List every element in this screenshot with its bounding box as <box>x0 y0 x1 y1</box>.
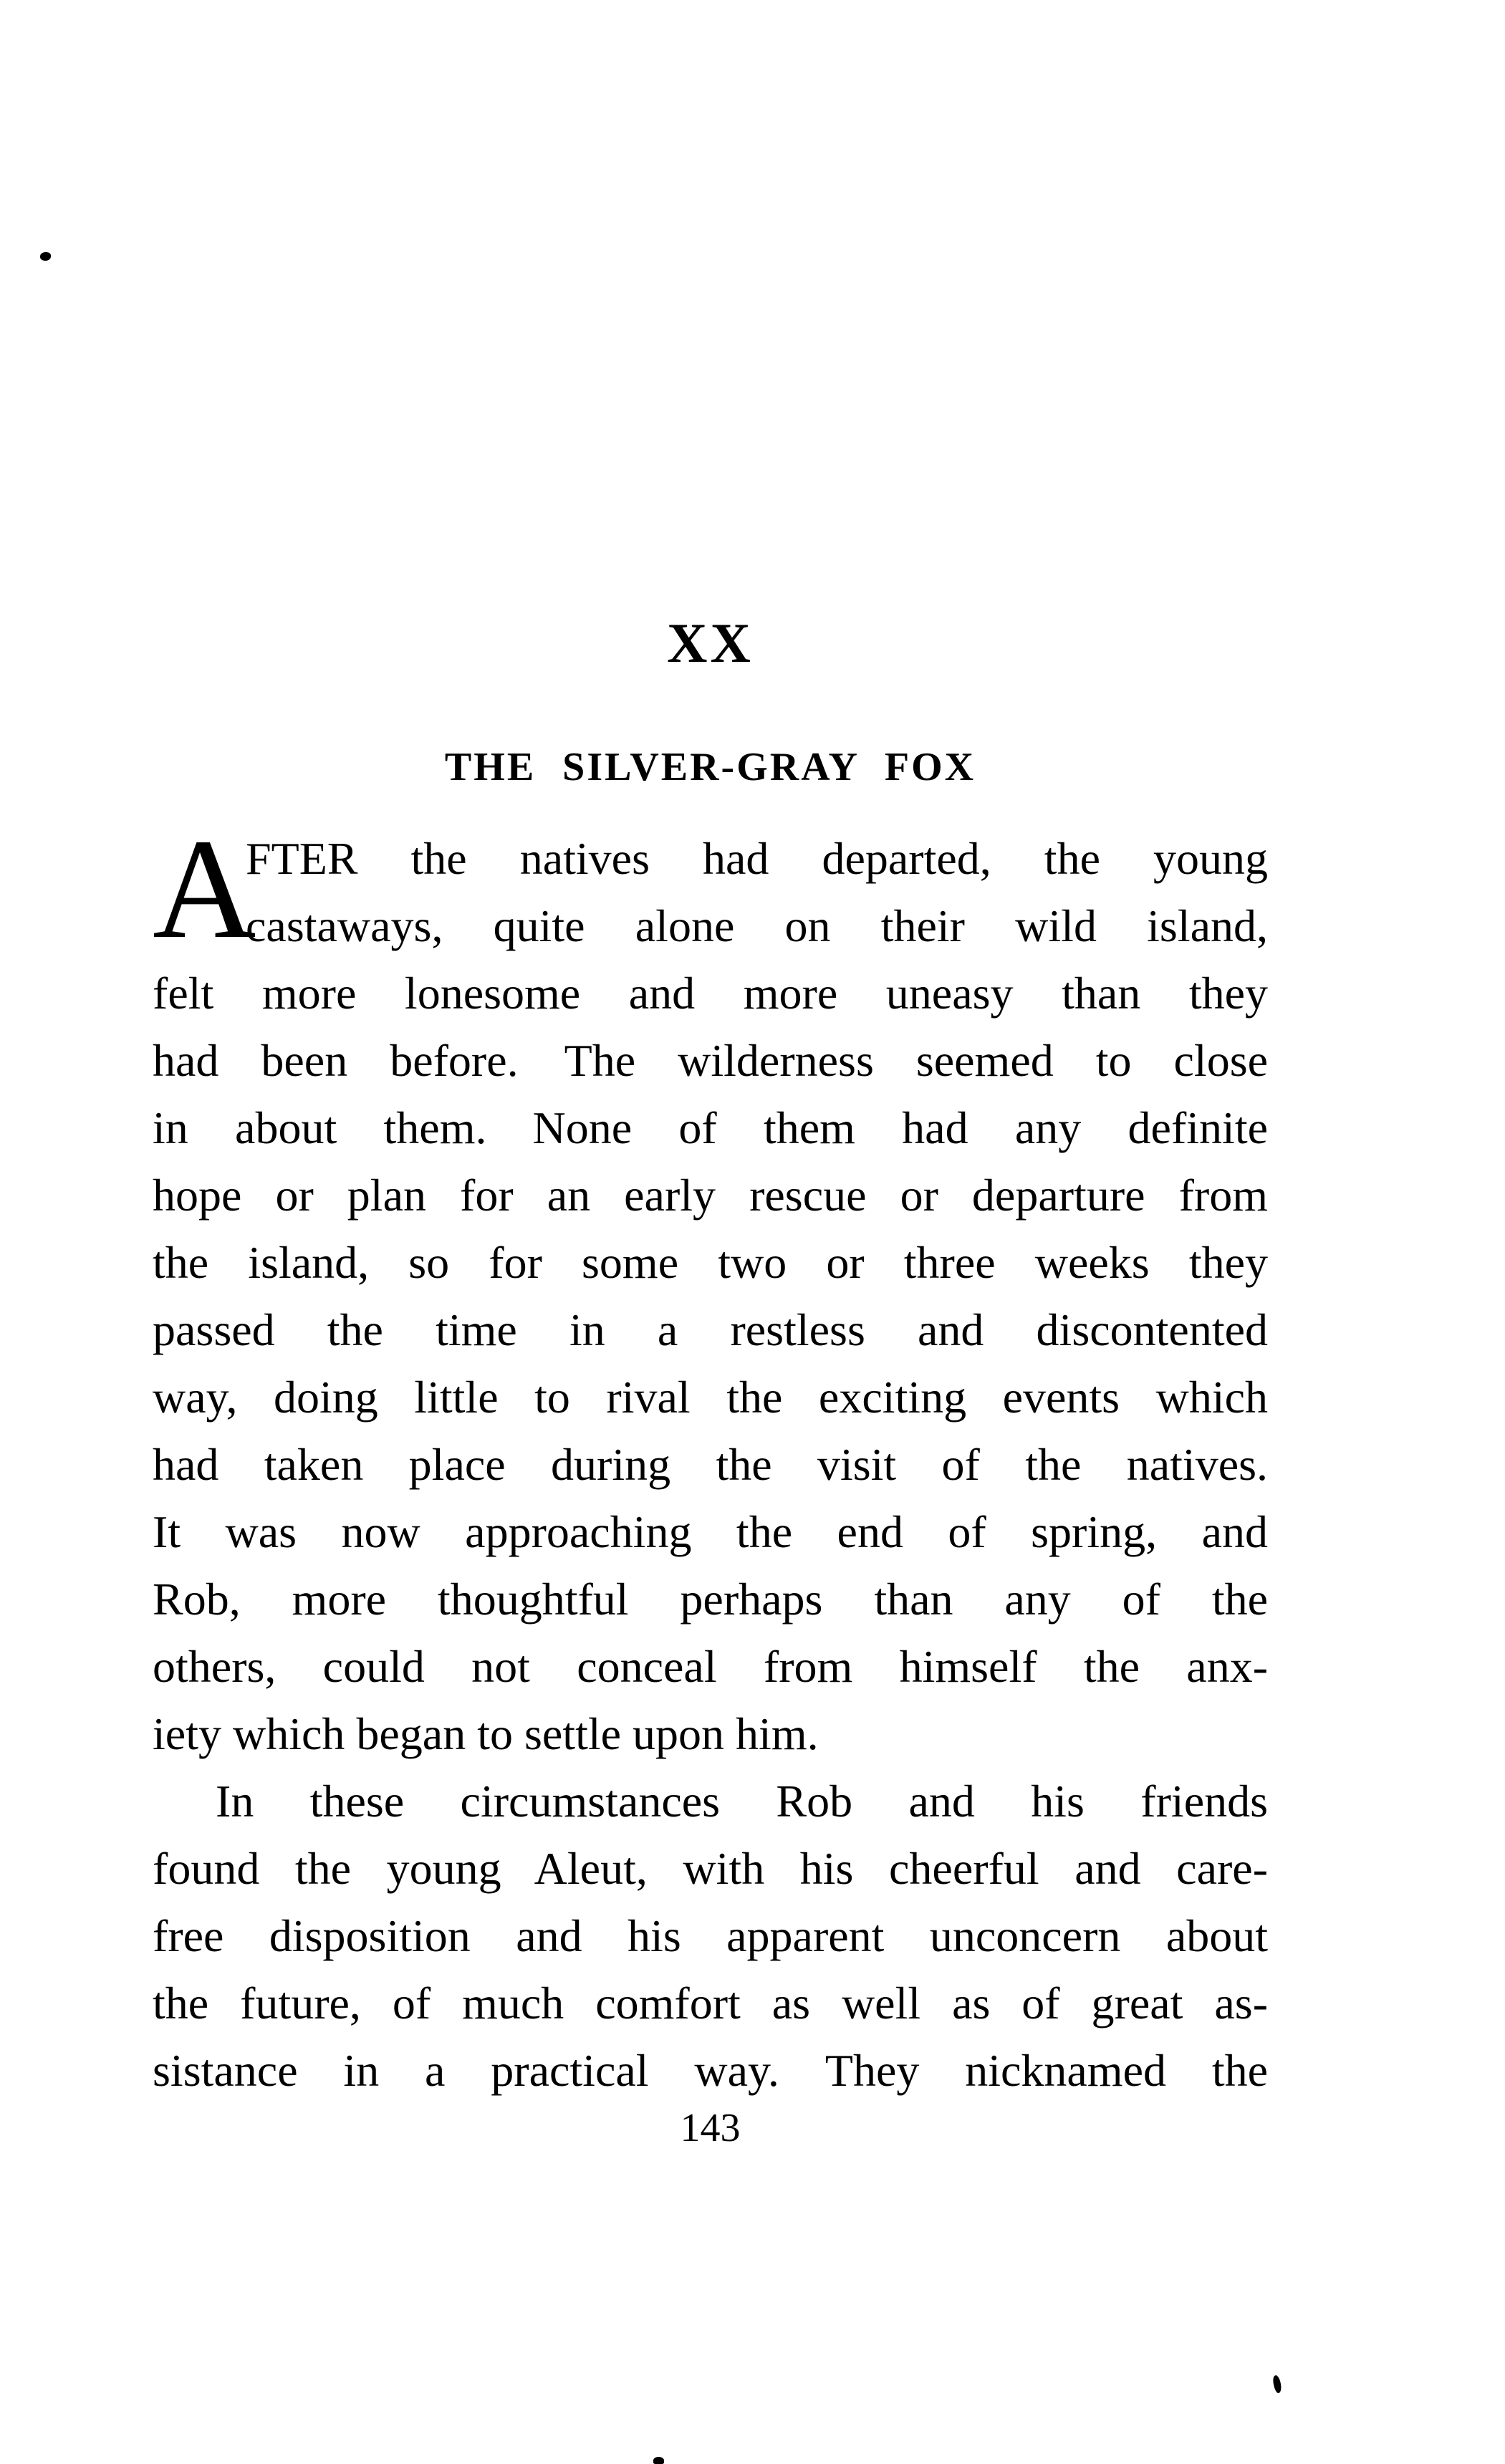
text-line: found the young Aleut, with his cheerful and care- <box>153 1843 1268 1894</box>
ink-speck-top-left <box>40 252 51 261</box>
text-line: had taken place during the visit of the natives. <box>153 1439 1268 1490</box>
text-line: castaways, quite alone on their wild island, <box>246 900 1268 951</box>
text-line: in about them. None of them had any definite <box>153 1102 1268 1153</box>
chapter-title: THE SILVER-GRAY FOX <box>444 745 976 789</box>
body-text-lines <box>153 825 1268 2104</box>
text-line: had been before. The wilderness seemed to close <box>153 1035 1268 1086</box>
text-line: others, could not conceal from himself the anx- <box>153 1641 1268 1692</box>
body-text <box>153 810 1268 2104</box>
text-line: hope or plan for an early rescue or departure from <box>153 1170 1268 1221</box>
text-line: iety which began to settle upon him. <box>153 1708 819 1759</box>
text-line: sistance in a practical way. They nicknamed the <box>153 2045 1268 2096</box>
text-line: Rob, more thoughtful perhaps than any of the <box>153 1574 1268 1625</box>
chapter-number: XX <box>667 612 754 674</box>
text-line: free disposition and his apparent unconcern about <box>153 1910 1268 1961</box>
ink-speck-bottom-right <box>1271 2374 1283 2394</box>
ink-speck-bottom-center <box>653 2457 664 2464</box>
text-line: way, doing little to rival the exciting events which <box>153 1372 1268 1423</box>
text-line: It was now approaching the end of spring, and <box>153 1506 1268 1557</box>
text-line: the island, so for some two or three weeks they <box>153 1237 1268 1288</box>
page-number: 143 <box>680 2106 741 2150</box>
text-line: felt more lonesome and more uneasy than they <box>153 968 1268 1019</box>
drop-cap: A <box>153 810 256 968</box>
text-line: passed the time in a restless and discontented <box>153 1304 1268 1355</box>
text-line: FTER the natives had departed, the young <box>246 833 1268 884</box>
text-line: the future, of much comfort as well as of great as- <box>153 1978 1268 2029</box>
text-line: In these circumstances Rob and his friends <box>216 1776 1268 1827</box>
